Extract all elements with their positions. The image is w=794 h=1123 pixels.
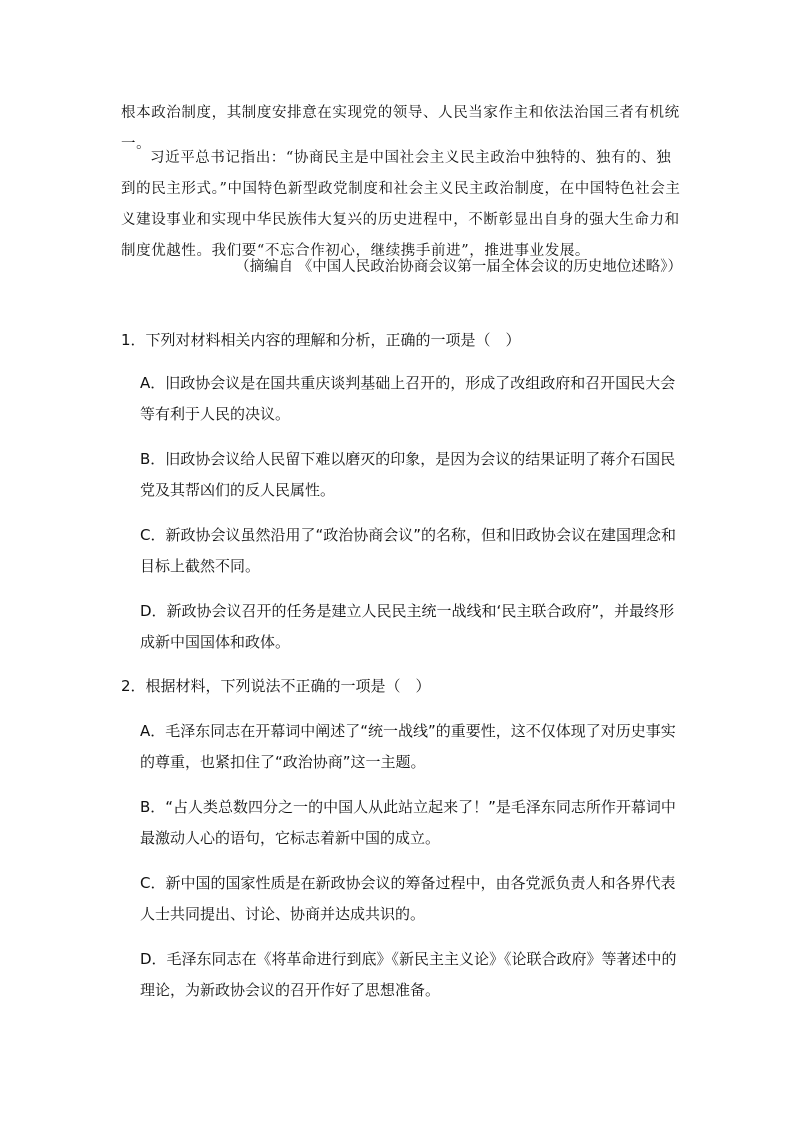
answer-option: B．旧政协会议给人民留下难以磨灭的印象，是因为会议的结果证明了蒋介石国民党及其帮凶们的反人民属性。 — [140, 450, 676, 499]
answer-option: A．毛泽东同志在开幕词中阐述了“统一战线”的重要性，这不仅体现了对历史事实的尊重，也紧扣住了“政治协商”这一主题。 — [140, 722, 676, 771]
passage-paragraph: 习近平总书记指出：“协商民主是中国社会主义民主政治中独特的、独有的、独到的民主形式。”中国特色新型政党制度和社会主义民主政治制度，在中国特色社会主义建设事业和实现中华民族伟大复兴的历史进程中，不断彰显出自身的强大生命力和制度优越性。我们要“不忘合作初心，继续携手前进”，推进事业发展。 — [121, 150, 681, 259]
answer-option: C．新中国的国家性质是在新政协会议的筹备过程中，由各党派负责人和各界代表人士共同提出、讨论、协商并达成共识的。 — [140, 874, 676, 923]
answer-option: A．旧政协会议是在国共重庆谈判基础上召开的，形成了改组政府和召开国民大会等有利于人民的决议。 — [140, 374, 676, 423]
question-stem: 1．下列对材料相关内容的理解和分析，正确的一项是（ ） — [121, 331, 521, 349]
answer-option: C．新政协会议虽然沿用了“政治协商会议”的名称，但和旧政协会议在建国理念和目标上截然不同。 — [140, 526, 677, 575]
passage-paragraph: 根本政治制度，其制度安排意在实现党的领导、人民当家作主和依法治国三者有机统一。 — [121, 105, 680, 152]
question-stem: 2．根据材料，下列说法不正确的一项是（ ） — [121, 677, 431, 695]
answer-option: D．毛泽东同志在《将革命进行到底》《新民主主义论》《论联合政府》等著述中的理论，为新政协会议的召开作好了思想准备。 — [140, 950, 677, 999]
answer-option: D．新政协会议召开的任务是建立人民民主统一战线和‘民主联合政府”，并最终形成新中国国体和政体。 — [140, 602, 675, 651]
answer-option: B．“占人类总数四分之一的中国人从此站立起来了！”是毛泽东同志所作开幕词中最激动人心的语句，它标志着新中国的成立。 — [140, 798, 676, 847]
passage-source: （摘编自 《中国人民政治协商会议第一届全体会议的历史地位述略》） — [235, 259, 682, 275]
